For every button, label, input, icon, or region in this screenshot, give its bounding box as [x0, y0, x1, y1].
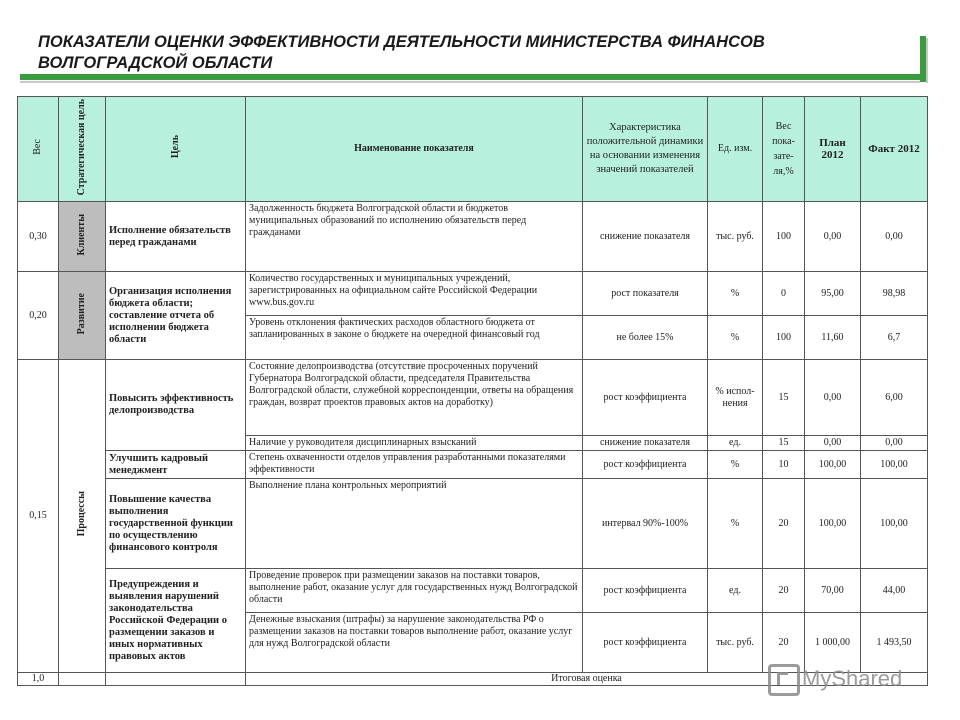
dynamics-cell: рост коэффициента [583, 569, 708, 613]
fact-cell: 6,00 [861, 360, 928, 436]
header-weight: Вес [18, 97, 59, 202]
fact-cell: 6,7 [861, 316, 928, 360]
indicator-cell: Задолженность бюджета Волгоградской области и бюджетов муниципальных образований по исполнению обязательств перед гражданами [246, 202, 583, 272]
indicator-cell: Проведение проверок при размещении заказов на поставки товаров, выполнение работ, оказание услуг для государственных нужд Волгоградской области [246, 569, 583, 613]
unit-cell: % [708, 272, 763, 316]
dynamics-cell: снижение показателя [583, 202, 708, 272]
plan-cell: 0,00 [805, 360, 861, 436]
indicator-cell: Состояние делопроизводства (отсутствие просроченных поручений Губернатора Волгоградской области, председателя Правительства Волгоградской области, служебной корреспонденции, ответы на обращения граждан, возврат проектов правовых актов на доработку) [246, 360, 583, 436]
title-underline [20, 74, 920, 80]
table-row [18, 202, 928, 272]
indicator-cell: Количество государственных и муниципальных учреждений, зарегистрированных на официальном сайте Российской Федерации www.bus.gov.ru [246, 272, 583, 316]
plan-cell: 100,00 [805, 479, 861, 569]
indicators-table [17, 96, 928, 686]
unit-cell: % [708, 451, 763, 479]
strategic-goal-label: Клиенты [59, 202, 106, 272]
header-ind-weight: Вес пока-зате-ля,% [763, 97, 805, 202]
dynamics-cell: рост коэффициента [583, 451, 708, 479]
weight-cell: 15 [763, 436, 805, 451]
group-weight: 0,15 [18, 360, 59, 673]
table-header-row [18, 97, 928, 202]
fact-cell: 100,00 [861, 451, 928, 479]
fact-cell: 0,00 [861, 436, 928, 451]
unit-cell: тыс. руб. [708, 613, 763, 673]
group-weight: 0,20 [18, 272, 59, 360]
plan-cell: 1 000,00 [805, 613, 861, 673]
unit-cell: % испол-нения [708, 360, 763, 436]
weight-cell: 10 [763, 451, 805, 479]
dynamics-cell: интервал 90%-100% [583, 479, 708, 569]
weight-cell: 15 [763, 360, 805, 436]
goal-cell: Предупреждения и выявления нарушений законодательства Российской Федерации о размещении заказов и иных нормативных правовых актов [106, 569, 246, 673]
total-weight: 1,0 [18, 673, 59, 686]
indicator-cell: Наличие у руководителя дисциплинарных взысканий [246, 436, 583, 451]
header-plan: План 2012 [805, 97, 861, 202]
unit-cell: ед. [708, 569, 763, 613]
table-row [18, 360, 928, 436]
goal-cell: Улучшить кадровый менеджмент [106, 451, 246, 479]
unit-cell: % [708, 479, 763, 569]
plan-cell: 0,00 [805, 436, 861, 451]
plan-cell: 0,00 [805, 202, 861, 272]
group-weight: 0,30 [18, 202, 59, 272]
indicator-cell: Степень охваченности отделов управления разработанными показателями эффективности [246, 451, 583, 479]
total-empty [106, 673, 246, 686]
header-strategic-goal: Стратегическая цель [59, 97, 106, 202]
header-unit: Ед. изм. [708, 97, 763, 202]
fact-cell: 98,98 [861, 272, 928, 316]
strategic-goal-label: Развитие [59, 272, 106, 360]
plan-cell: 95,00 [805, 272, 861, 316]
goal-cell: Повысить эффективность делопроизводства [106, 360, 246, 451]
goal-cell: Организация исполнения бюджета области; составление отчета об исполнении бюджета области [106, 272, 246, 360]
strategic-goal-label: Процессы [59, 360, 106, 673]
weight-cell: 20 [763, 613, 805, 673]
table-row [18, 569, 928, 613]
header-dynamics: Характеристика положительной динамики на основании изменения значений показателей [583, 97, 708, 202]
indicator-cell: Выполнение плана контрольных мероприятий [246, 479, 583, 569]
dynamics-cell: не более 15% [583, 316, 708, 360]
plan-cell: 100,00 [805, 451, 861, 479]
weight-cell: 0 [763, 272, 805, 316]
header-fact: Факт 2012 [861, 97, 928, 202]
header-goal: Цель [106, 97, 246, 202]
fact-cell: 1 493,50 [861, 613, 928, 673]
table-row [18, 272, 928, 316]
table-row [18, 451, 928, 479]
title-bracket-shadow [926, 38, 928, 83]
goal-cell: Исполнение обязательств перед гражданами [106, 202, 246, 272]
indicator-cell: Денежные взыскания (штрафы) за нарушение законодательства РФ о размещении заказов на поставки товаров выполнение работ, оказание услуг для нужд Волгоградской области [246, 613, 583, 673]
plan-cell: 70,00 [805, 569, 861, 613]
fact-cell: 100,00 [861, 479, 928, 569]
table-row [18, 479, 928, 569]
header-indicator: Наименование показателя [246, 97, 583, 202]
plan-cell: 11,60 [805, 316, 861, 360]
total-label: Итоговая оценка [246, 673, 928, 686]
page-title: ПОКАЗАТЕЛИ ОЦЕНКИ ЭФФЕКТИВНОСТИ ДЕЯТЕЛЬНОСТИ МИНИСТЕРСТВА ФИНАНСОВ ВОЛГОГРАДСКОЙ ОБЛАСТИ [38, 33, 765, 72]
fact-cell: 44,00 [861, 569, 928, 613]
watermark: MyShared [768, 664, 902, 696]
watermark-logo-icon [768, 664, 800, 696]
unit-cell: ед. [708, 436, 763, 451]
title-underline-shadow [20, 81, 920, 83]
weight-cell: 100 [763, 202, 805, 272]
dynamics-cell: рост коэффициента [583, 613, 708, 673]
weight-cell: 20 [763, 479, 805, 569]
weight-cell: 100 [763, 316, 805, 360]
weight-cell: 20 [763, 569, 805, 613]
goal-cell: Повышение качества выполнения государственной функции по осуществлению финансового контроля [106, 479, 246, 569]
dynamics-cell: рост коэффициента [583, 360, 708, 436]
unit-cell: % [708, 316, 763, 360]
indicator-cell: Уровень отклонения фактических расходов областного бюджета от запланированных в законе о бюджете на очередной финансовый год [246, 316, 583, 360]
total-empty [59, 673, 106, 686]
dynamics-cell: снижение показателя [583, 436, 708, 451]
fact-cell: 0,00 [861, 202, 928, 272]
dynamics-cell: рост показателя [583, 272, 708, 316]
unit-cell: тыс. руб. [708, 202, 763, 272]
